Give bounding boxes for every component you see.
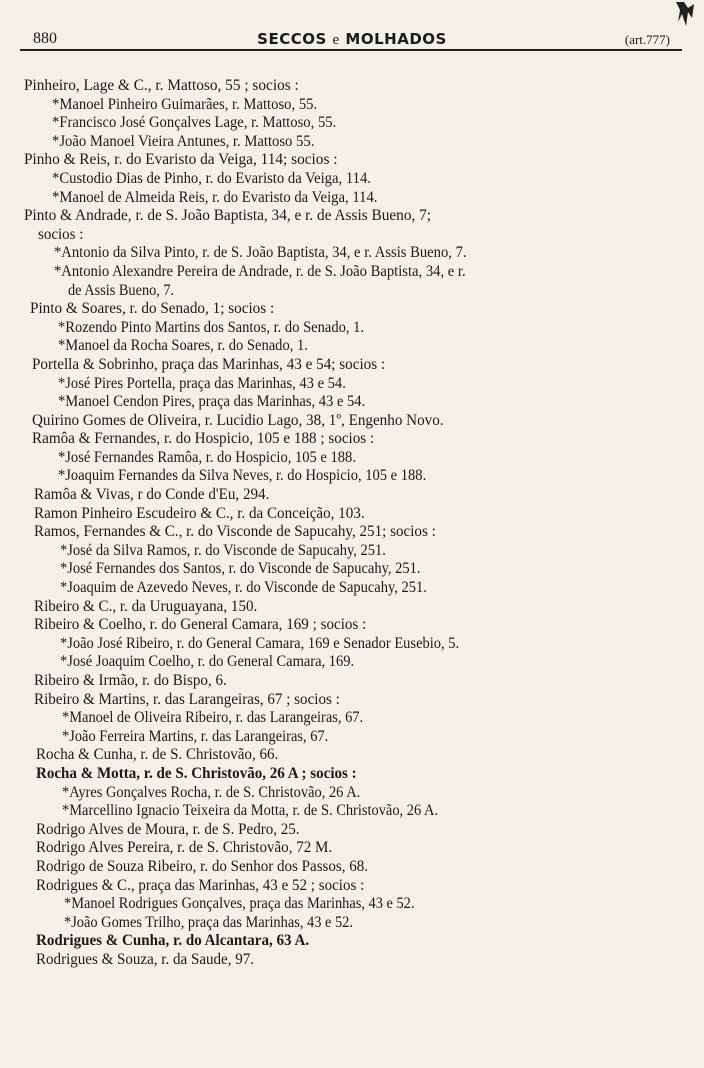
partner-line: *João José Ribeiro, r. do General Camara, 169 e Senador Eusebio, 5. <box>60 633 460 652</box>
partner-line: *Antonio Alexandre Pereira de Andrade, r. de S. João Baptista, 34, e r. <box>54 261 466 280</box>
partner-line: *Joaquim Fernandes da Silva Neves, r. do Hospicio, 105 e 188. <box>58 466 427 485</box>
entry-line: Rodrigues & C., praça das Marinhas, 43 e 52 ; socios : <box>36 875 365 894</box>
entry-line: Quirino Gomes de Oliveira, r. Lucidio Lago, 38, 1º, Engenho Novo. <box>32 410 444 429</box>
running-title-part-b: MOLHADOS <box>345 30 447 48</box>
entry-continuation: socios : <box>38 224 84 243</box>
entry-line: Pinho & Reis, r. do Evaristo da Veiga, 114; socios : <box>24 150 338 169</box>
entry-line: Ribeiro & Martins, r. das Larangeiras, 67 ; socios : <box>34 689 340 708</box>
entry-line: Rodrigo Alves Pereira, r. de S. Christovão, 72 M. <box>36 838 333 857</box>
entry-line: Ramon Pinheiro Escudeiro & C., r. da Conceição, 103. <box>34 503 365 522</box>
entry-line: Pinto & Andrade, r. de S. João Baptista, 34, e r. de Assis Bueno, 7; <box>24 206 432 225</box>
entry-line: Rodrigues & Cunha, r. do Alcantara, 63 A. <box>36 931 310 950</box>
entry-line: Ramôa & Vivas, r do Conde d'Eu, 294. <box>34 485 270 504</box>
partner-line: *Manoel Cendon Pires, praça das Marinhas, 43 e 54. <box>58 392 366 411</box>
entry-line: Ribeiro & Irmão, r. do Bispo, 6. <box>34 671 227 689</box>
entry-line: Rodrigues & Souza, r. da Saude, 97. <box>36 949 255 968</box>
partner-line: *João Ferreira Martins, r. das Larangeiras, 67. <box>62 726 329 745</box>
entry-line: Portella & Sobrinho, praça das Marinhas, 43 e 54; socios : <box>32 354 386 373</box>
entry-line: Pinheiro, Lage & C., r. Mattoso, 55 ; socios : <box>24 76 299 94</box>
running-title-conjunction: e <box>332 32 340 48</box>
entry-line: Ramôa & Fernandes, r. do Hospicio, 105 e 188 ; socios : <box>32 429 375 448</box>
partner-line: *José da Silva Ramos, r. do Visconde de Sapucahy, 251. <box>60 540 386 559</box>
partner-line: *Manoel Pinheiro Guimarães, r. Mattoso, 55. <box>52 94 318 113</box>
page-number: 880 <box>33 30 57 47</box>
entry-line: Pinto & Soares, r. do Senado, 1; socios : <box>30 299 275 318</box>
partner-line: *Joaquim de Azevedo Neves, r. do Visconde de Sapucahy, 251. <box>60 578 427 597</box>
partner-line: *José Fernandes Ramôa, r. do Hospicio, 105 e 188. <box>58 447 356 466</box>
partner-line: *Francisco José Gonçalves Lage, r. Mattoso, 55. <box>52 113 337 132</box>
partner-line: *Manoel da Rocha Soares, r. do Senado, 1. <box>58 336 308 355</box>
entry-line: Ribeiro & Coelho, r. do General Camara, 169 ; socios : <box>34 615 367 634</box>
partner-line: *João Manoel Vieira Antunes, r. Mattoso 55. <box>52 131 315 150</box>
partner-line: *Manoel de Almeida Reis, r. do Evaristo da Veiga, 114. <box>52 187 378 206</box>
partner-line: *Manoel de Oliveira Ribeiro, r. das Larangeiras, 67. <box>62 708 364 727</box>
running-title-part-a: SECCOS <box>257 30 327 48</box>
partner-line: *Custodio Dias de Pinho, r. do Evaristo da Veiga, 114. <box>52 168 371 187</box>
partner-line: *Antonio da Silva Pinto, r. de S. João Baptista, 34, e r. Assis Bueno, 7. <box>54 243 467 262</box>
ink-blot-mark <box>668 0 698 30</box>
partner-line: *Manoel Rodrigues Gonçalves, praça das Marinhas, 43 e 52. <box>64 894 415 913</box>
entry-line: Rodrigo de Souza Ribeiro, r. do Senhor dos Passos, 68. <box>36 856 369 875</box>
partner-line: *José Joaquim Coelho, r. do General Camara, 169. <box>60 652 355 671</box>
header-rule <box>20 49 682 51</box>
directory-listing <box>0 76 704 969</box>
article-number: (art.777) <box>624 32 670 47</box>
entry-line: Rodrigo Alves de Moura, r. de S. Pedro, 25. <box>36 819 300 838</box>
entry-line: Rocha & Cunha, r. de S. Christovão, 66. <box>36 745 279 764</box>
partner-line: *Marcellino Ignacio Teixeira da Motta, r. de S. Christovão, 26 A. <box>62 801 439 820</box>
partner-line: *José Fernandes dos Santos, r. do Visconde de Sapucahy, 251. <box>60 559 421 578</box>
partner-line: *Ayres Gonçalves Rocha, r. de S. Christovão, 26 A. <box>62 782 361 801</box>
partner-line: *Rozendo Pinto Martins dos Santos, r. do Senado, 1. <box>58 317 365 336</box>
entry-line: Ribeiro & C., r. da Uruguayana, 150. <box>34 596 258 615</box>
running-title <box>0 30 704 49</box>
partner-line: *João Gomes Trilho, praça das Marinhas, 43 e 52. <box>64 912 353 931</box>
entry-line: Rocha & Motta, r. de S. Christovão, 26 A ; socios : <box>36 763 357 782</box>
entry-line: Ramos, Fernandes & C., r. do Visconde de Sapucahy, 251; socios : <box>34 522 436 541</box>
partner-continuation: de Assis Bueno, 7. <box>68 280 175 299</box>
partner-line: *José Pires Portella, praça das Marinhas, 43 e 54. <box>58 373 346 392</box>
